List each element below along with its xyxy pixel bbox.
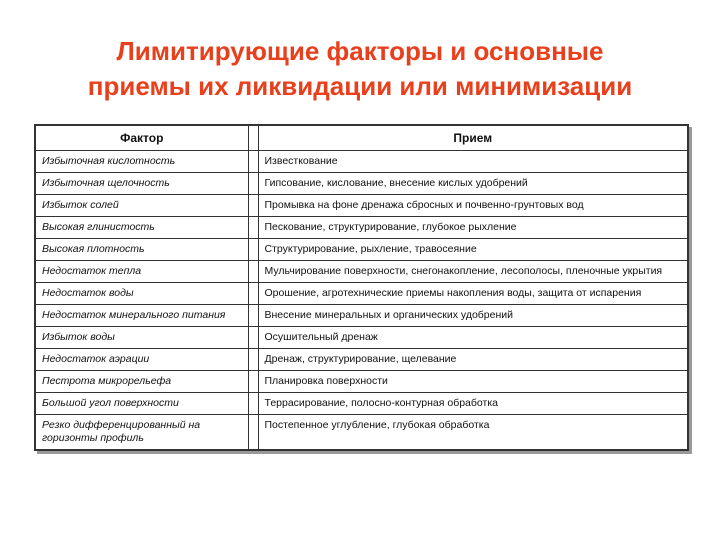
cell-spacer [248,239,258,261]
factors-table [34,124,689,451]
table-row [36,393,687,415]
page-title [0,34,720,104]
cell-spacer [248,305,258,327]
table-row [36,305,687,327]
cell-method: Орошение, агротехнические приемы накопления воды, защита от испарения [258,283,687,305]
title-line-2: приемы их ликвидации или минимизации [87,71,633,101]
title-line-1: Лимитирующие факторы и основные [116,36,604,66]
table-row [36,239,687,261]
cell-factor: Пестрота микрорельефа [36,371,248,393]
cell-factor: Избыток воды [36,327,248,349]
cell-method: Гипсование, кислование, внесение кислых удобрений [258,173,687,195]
cell-method: Известкование [258,151,687,173]
cell-method: Промывка на фоне дренажа сбросных и почвенно-грунтовых вод [258,195,687,217]
cell-method: Внесение минеральных и органических удобрений [258,305,687,327]
cell-method: Планировка поверхности [258,371,687,393]
cell-method: Дренаж, структурирование, щелевание [258,349,687,371]
table-header-row [36,126,687,151]
cell-method: Структурирование, рыхление, травосеяние [258,239,687,261]
table-row [36,349,687,371]
cell-factor: Высокая плотность [36,239,248,261]
cell-spacer [248,349,258,371]
cell-spacer [248,327,258,349]
cell-factor: Недостаток тепла [36,261,248,283]
table-row [36,151,687,173]
cell-spacer [248,195,258,217]
table-row [36,327,687,349]
table [36,126,687,449]
cell-factor: Избыток солей [36,195,248,217]
cell-spacer [248,371,258,393]
table-body [36,151,687,450]
cell-method: Осушительный дренаж [258,327,687,349]
table-row [36,173,687,195]
cell-factor: Резко дифференцированный на горизонты профиль [36,415,248,450]
cell-method: Постепенное углубление, глубокая обработка [258,415,687,450]
cell-factor: Недостаток минерального питания [36,305,248,327]
cell-factor: Избыточная кислотность [36,151,248,173]
cell-spacer [248,261,258,283]
cell-method: Террасирование, полосно-контурная обработка [258,393,687,415]
header-method: Прием [258,126,687,151]
header-spacer [248,126,258,151]
cell-factor: Высокая глинистость [36,217,248,239]
cell-factor: Избыточная щелочность [36,173,248,195]
cell-spacer [248,415,258,450]
cell-spacer [248,151,258,173]
table-row [36,217,687,239]
table-row [36,195,687,217]
cell-method: Пескование, структурирование, глубокое рыхление [258,217,687,239]
table-row [36,283,687,305]
cell-factor: Недостаток аэрации [36,349,248,371]
cell-spacer [248,393,258,415]
table-row [36,415,687,450]
cell-spacer [248,173,258,195]
cell-spacer [248,217,258,239]
cell-factor: Недостаток воды [36,283,248,305]
cell-method: Мульчирование поверхности, снегонакопление, лесополосы, пленочные укрытия [258,261,687,283]
cell-spacer [248,283,258,305]
header-factor: Фактор [36,126,248,151]
table-row [36,371,687,393]
cell-factor: Большой угол поверхности [36,393,248,415]
table-row [36,261,687,283]
